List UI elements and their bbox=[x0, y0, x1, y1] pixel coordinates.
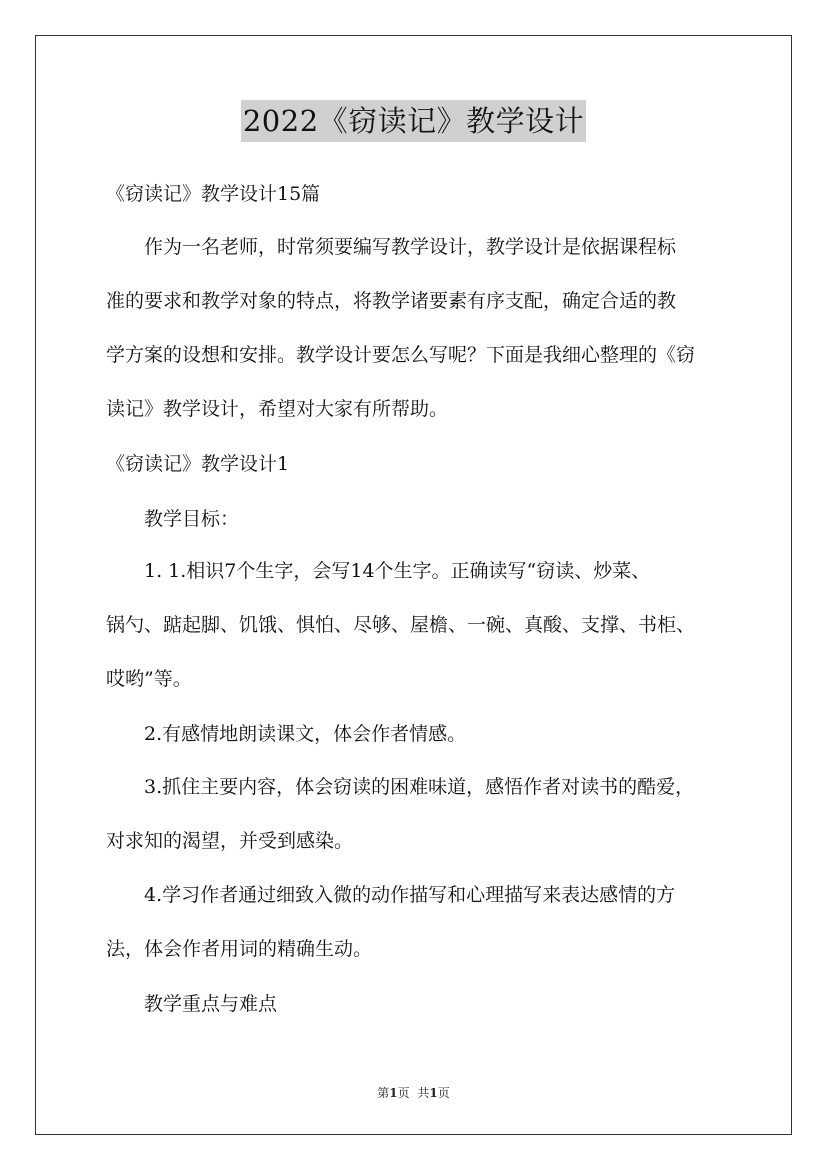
document-title: 2022《窃读记》教学设计 bbox=[241, 100, 586, 142]
intro-paragraph bbox=[106, 220, 695, 436]
intro-line-1: 作为一名老师，时常须要编写教学设计，教学设计是依据课程标 bbox=[144, 236, 677, 258]
title-container bbox=[0, 100, 827, 142]
goal-1-line-3: 哎哟”等。 bbox=[106, 668, 192, 690]
goal-3-line-2: 对求知的渴望，并受到感染。 bbox=[106, 830, 354, 852]
intro-line-2: 准的要求和教学对象的特点，将教学诸要素有序支配，确定合适的教 bbox=[106, 290, 677, 312]
goal-3-line-1: 3.抓住主要内容，体会窃读的困难味道，感悟作者对读书的酷爱， bbox=[144, 776, 695, 798]
section-heading: 《窃读记》教学设计1 bbox=[106, 453, 290, 475]
goals-heading: 教学目标： bbox=[144, 508, 240, 530]
goal-4 bbox=[106, 868, 675, 976]
footer-total-suffix: 页 bbox=[437, 1086, 450, 1100]
goal-4-line-2: 法，体会作者用词的精确生动。 bbox=[106, 938, 373, 960]
goal-1 bbox=[106, 544, 695, 706]
footer-total-number: 1 bbox=[429, 1086, 438, 1100]
page-footer bbox=[0, 1084, 827, 1101]
footer-page-prefix: 第 bbox=[377, 1086, 390, 1100]
footer-page-number: 1 bbox=[389, 1086, 398, 1100]
footer-total-prefix: 共 bbox=[417, 1086, 430, 1100]
intro-line-4: 读记》教学设计，希望对大家有所帮助。 bbox=[106, 398, 449, 420]
goal-2: 2.有感情地朗读课文，体会作者情感。 bbox=[144, 723, 467, 745]
goal-3 bbox=[106, 760, 694, 868]
goal-4-line-1: 4.学习作者通过细致入微的动作描写和心理描写来表达感情的方 bbox=[144, 884, 676, 906]
footer-page-suffix: 页 bbox=[397, 1086, 410, 1100]
document-subtitle: 《窃读记》教学设计15篇 bbox=[106, 183, 321, 205]
key-points-heading: 教学重点与难点 bbox=[144, 993, 278, 1015]
goal-1-line-1: 1. 1.相识7个生字，会写14个生字。正确读写“窃读、炒菜、 bbox=[144, 560, 651, 582]
intro-line-3: 学方案的设想和安排。教学设计要怎么写呢？下面是我细心整理的《窃 bbox=[106, 344, 696, 366]
goal-1-line-2: 锅勺、踮起脚、饥饿、惧怕、尽够、屋檐、一碗、真酸、支撑、书柜、 bbox=[106, 614, 696, 636]
